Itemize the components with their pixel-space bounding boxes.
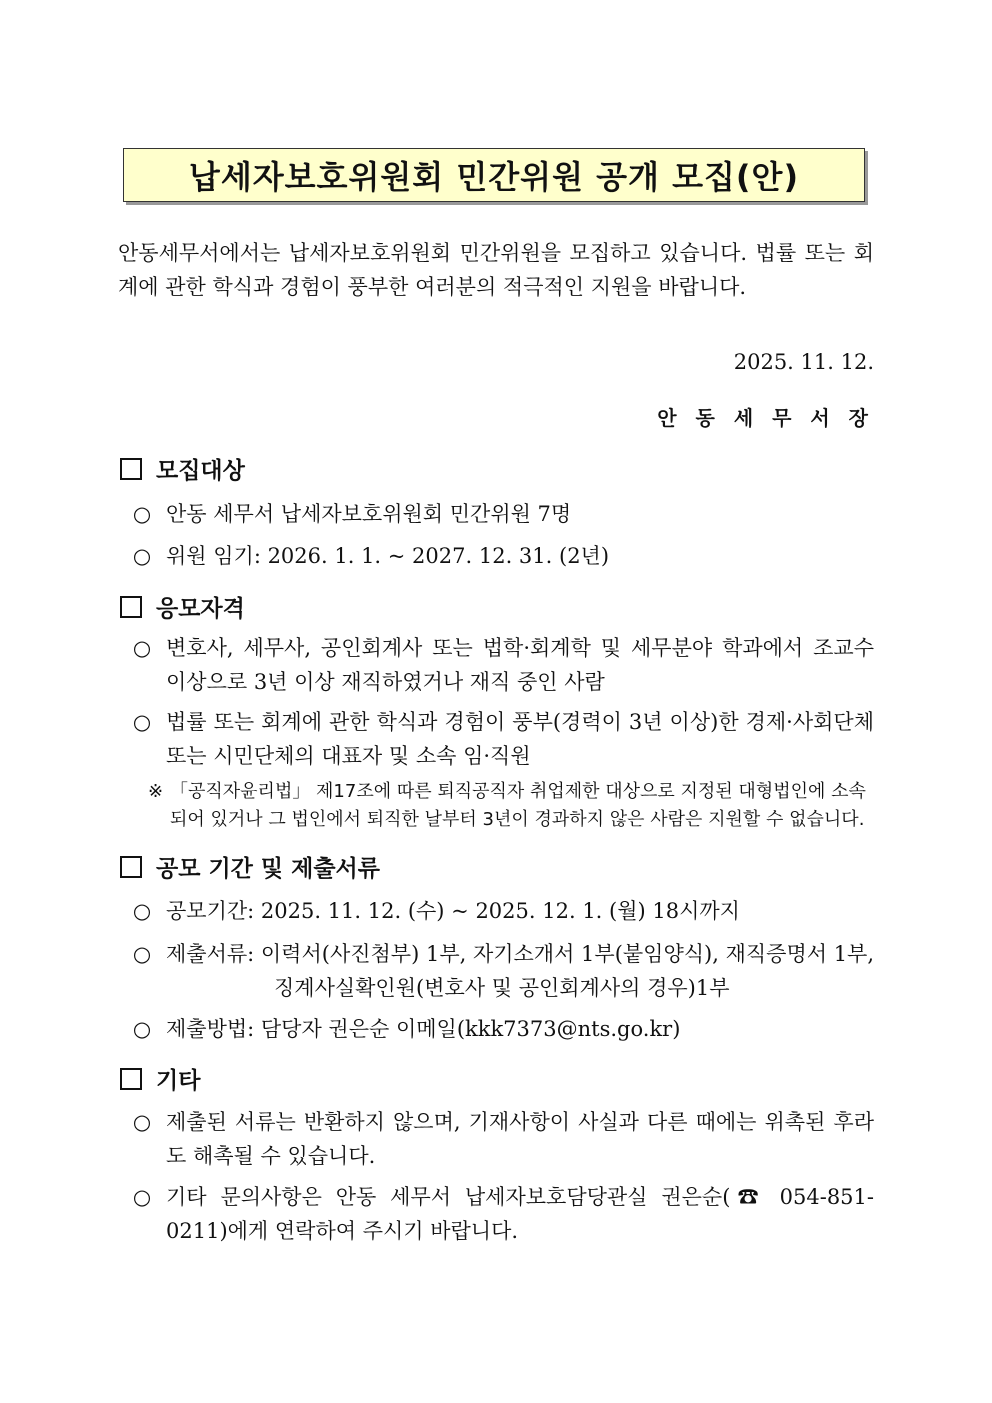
list-item-text: 기타 문의사항은 안동 세무서 납세자보호담당관실 권은순(☎ 054-851-0211)에게 연락하여 주시기 바랍니다. [166,1185,874,1243]
section-heading-other [120,1062,200,1095]
document-date: 2025. 11. 12. [733,350,874,374]
signature: 안 동 세 무 서 장 [657,406,874,430]
square-bullet-icon [120,596,142,618]
circle-bullet-icon: ○ [132,1185,152,1209]
reference-mark: ※ [148,781,164,802]
list-item [132,705,874,773]
section-heading-label: 모집대상 [156,457,245,484]
documents-line-1: 제출서류: 이력서(사진첨부) 1부, 자기소개서 1부(붙임양식), 재직증명서 1부, [166,942,875,966]
circle-bullet-icon: ○ [132,942,152,966]
page-title: 납세자보호위원회 민간위원 공개 모집(안) [188,158,800,196]
section-heading-qualifications [120,590,245,623]
circle-bullet-icon: ○ [132,502,152,526]
intro-paragraph: 안동세무서에서는 납세자보호위원회 민간위원을 모집하고 있습니다. 법률 또는 회계에 관한 학식과 경험이 풍부한 여러분의 적극적인 지원을 바랍니다. [118,241,874,299]
section-heading-recruitment-target [120,452,245,485]
list-item-text: 안동 세무서 납세자보호위원회 민간위원 7명 [166,502,572,526]
list-item [132,631,874,699]
square-bullet-icon [120,458,142,480]
list-item-text: 법률 또는 회계에 관한 학식과 경험이 풍부(경력이 3년 이상)한 경제·사회단체 또는 시민단체의 대표자 및 소속 임·직원 [166,710,874,768]
square-bullet-icon [120,856,142,878]
list-item [132,1012,874,1046]
circle-bullet-icon: ○ [132,899,152,923]
list-item [132,894,874,928]
list-item [132,1180,874,1248]
list-item [132,937,874,1005]
circle-bullet-icon: ○ [132,544,152,568]
square-bullet-icon [120,1068,142,1090]
section-heading-label: 응모자격 [156,595,245,622]
list-item-text: 변호사, 세무사, 공인회계사 또는 법학·회계학 및 세무분야 학과에서 조교수 이상으로 3년 이상 재직하였거나 재직 중인 사람 [166,636,874,694]
circle-bullet-icon: ○ [132,710,152,734]
list-item [132,497,874,531]
section-heading-label: 기타 [156,1067,201,1094]
list-item-text: 위원 임기: 2026. 1. 1. ~ 2027. 12. 31. (2년) [166,544,610,568]
note-text: 「공직자윤리법」 제17조에 따른 퇴직공직자 취업제한 대상으로 지정된 대형법인에 소속되어 있거나 그 법인에서 퇴직한 날부터 3년이 경과하지 않은 사람은 지원할 수 없습니다. [170,781,866,830]
section-heading-period-documents [120,850,380,883]
disqualification-note [148,778,874,834]
section-heading-label: 공모 기간 및 제출서류 [156,855,380,882]
list-item [132,1105,874,1173]
list-item-text: 제출된 서류는 반환하지 않으며, 기재사항이 사실과 다른 때에는 위촉된 후라도 해촉될 수 있습니다. [166,1110,874,1168]
list-item-text: 공모기간: 2025. 11. 12. (수) ~ 2025. 12. 1. (월) 18시까지 [166,899,740,923]
title-box [123,148,865,202]
documents-line-2: 징계사실확인원(변호사 및 공인회계사의 경우)1부 [274,976,730,1000]
circle-bullet-icon: ○ [132,636,152,660]
circle-bullet-icon: ○ [132,1110,152,1134]
list-item [132,539,874,573]
list-item-text: 제출방법: 담당자 권은순 이메일(kkk7373@nts.go.kr) [166,1017,681,1041]
circle-bullet-icon: ○ [132,1017,152,1041]
